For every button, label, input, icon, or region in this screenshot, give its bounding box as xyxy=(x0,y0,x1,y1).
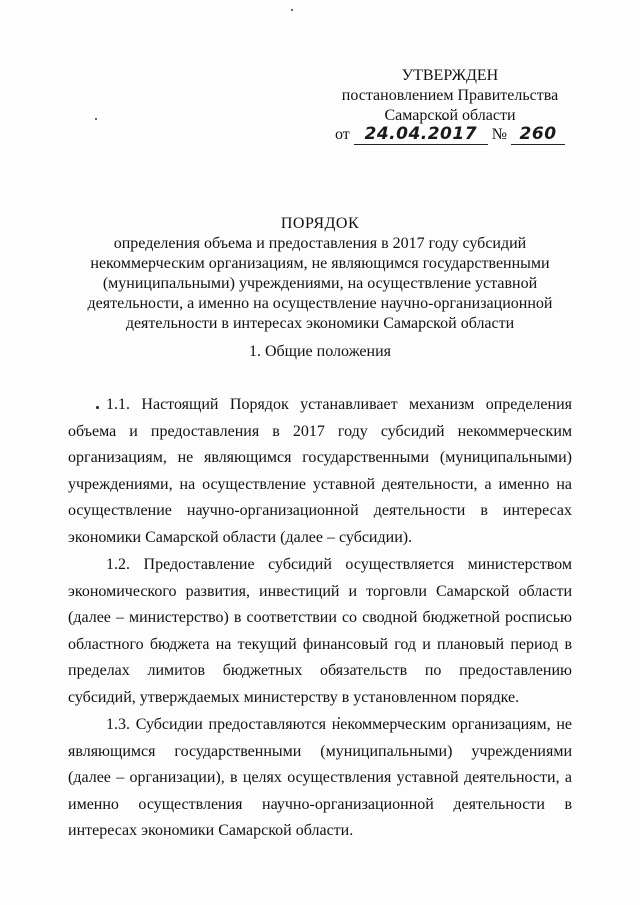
approval-region: Самарской области xyxy=(384,107,516,124)
approval-block xyxy=(330,66,570,126)
section-heading: 1. Общие положения xyxy=(248,343,392,360)
scan-speck xyxy=(95,118,97,120)
document-subtitle: определения объема и предоставления в 2017 году субсидий некоммерческим организациям, не являющимся государственными (муниципальными) учреждениями, на осуществление уставной деятельности, а именно на осуществление научно-организационной деятельности в интересах экономики Самарской области xyxy=(87,235,553,332)
document-title: ПОРЯДОК xyxy=(280,215,360,232)
paragraph-2: 1.2. Предоставление субсидий осуществляется министерством экономического развития, инвестиций и торговли Самарской области (далее – министерство) в соответствии со сводной бюджетной росписью областного бюджета на текущий финансовый год и плановый период в пределах лимитов бюджетных обязательств по предоставлению субсидий, утверждаемых министерству в установленном порядке. xyxy=(68,556,572,706)
paragraph-1: 1.1. Настоящий Порядок устанавливает механизм определения объема и предоставления в 2017 году субсидий некоммерческим организациям, не являющимся государственными (муниципальными) учреждениями, на осуществление уставной деятельности, а именно на осуществление научно-организационной деятельности в интересах экономики Самарской области (далее – субсидии). xyxy=(68,396,572,546)
approval-reference xyxy=(335,124,565,145)
handwritten-number: 260 xyxy=(511,124,565,145)
paragraph-3-container xyxy=(68,712,572,845)
document-title-block xyxy=(70,214,570,334)
paragraph-3: 1.3. Субсидии предоставляются некоммерческим организациям, не являющимся государственными (муниципальными) учреждениями (далее – организации), в целях осуществления уставной деятельности, а именно осуществления научно-организационной деятельности в интересах экономики Самарской области. xyxy=(68,716,572,840)
scan-speck xyxy=(291,9,293,11)
paragraph-2-container xyxy=(68,552,572,712)
number-prefix: № xyxy=(491,126,508,143)
date-prefix: от xyxy=(335,126,350,143)
handwritten-date: 24.04.2017 xyxy=(354,124,488,145)
approval-stamp: УТВЕРЖДЕН xyxy=(401,67,499,84)
paragraph-1-container xyxy=(68,392,572,552)
approval-by-line: постановлением Правительства xyxy=(341,87,559,104)
